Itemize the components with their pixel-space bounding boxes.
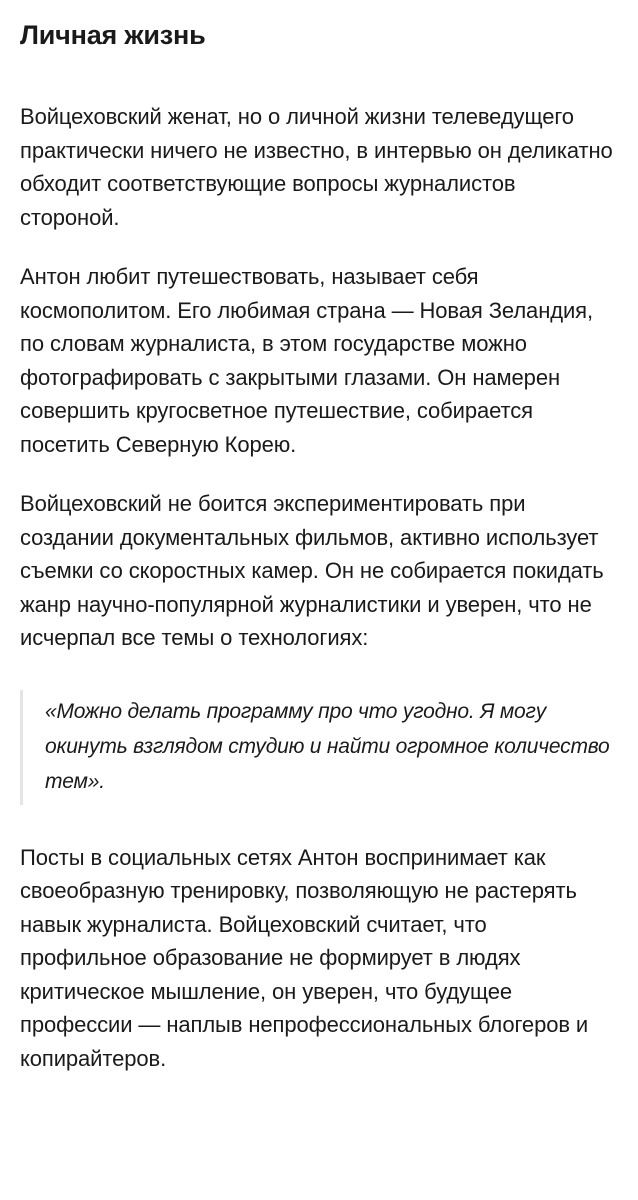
paragraph-documentaries: Войцеховский не боится экспериментировать при создании документальных фильмов, активно использует съемки со скоростных камер. Он не собирается покидать жанр научно-популярной журналистики и уверен, что не исчерпал все темы о технологиях: [20,491,604,650]
quote-text: «Можно делать программу про что угодно. Я могу окинуть взглядом студию и найти огромное количество тем». [45,699,610,793]
paragraph-travel: Антон любит путешествовать, называет себя космополитом. Его любимая страна — Новая Зеландия, по словам журналиста, в этом государстве можно фотографировать с закрытыми глазами. Он намерен совершить кругосветное путешествие, собирается посетить Северную Корею. [20,264,593,457]
paragraph-marriage: Войцеховский женат, но о личной жизни телеведущего практически ничего не известно, в интервью он деликатно обходит соответствующие вопросы журналистов стороной. [20,104,613,230]
section-heading: Личная жизнь [20,20,206,50]
quote-block [20,690,618,805]
paragraph-social-media: Посты в социальных сетях Антон воспринимает как своеобразную тренировку, позволяющую не растерять навык журналиста. Войцеховский считает, что профильное образование не формирует в людях критическое мышление, он уверен, что будущее профессии — наплыв непрофессиональных блогеров и копирайтеров. [20,844,589,1071]
